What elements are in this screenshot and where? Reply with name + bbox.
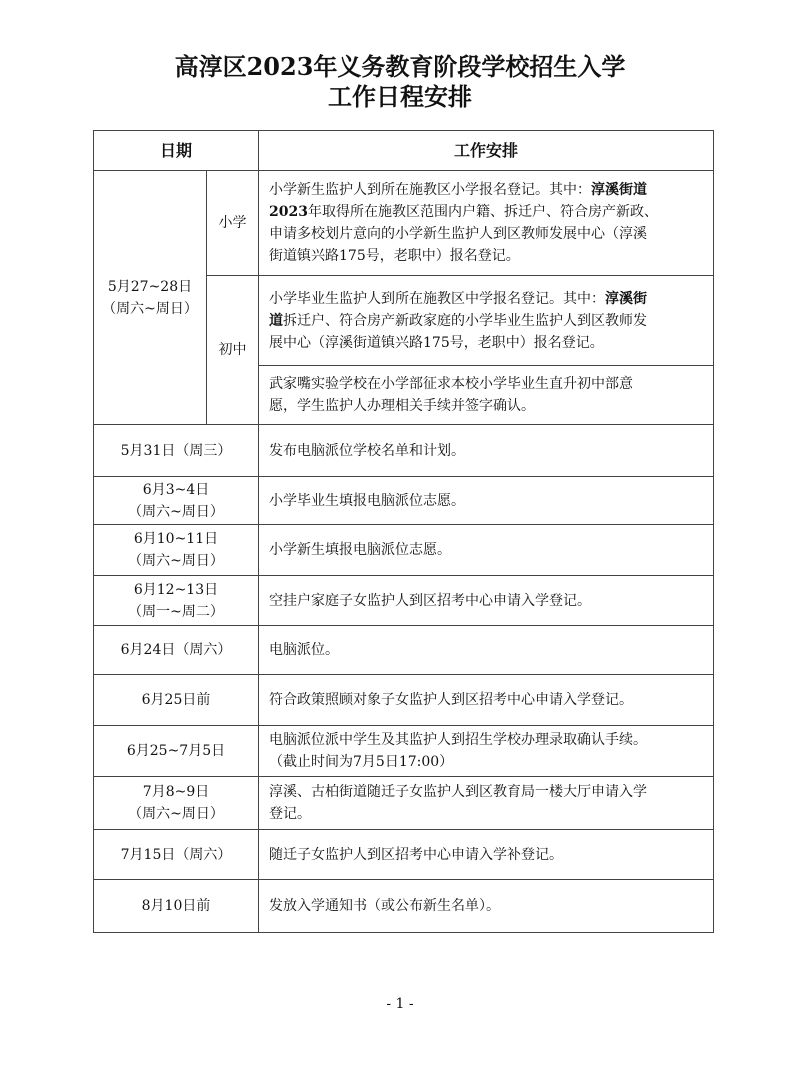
title-line-2: 工作日程安排: [328, 82, 472, 111]
work-cell: [259, 675, 714, 726]
table-row: [94, 525, 714, 576]
work-cell: [259, 777, 714, 830]
work-line: [269, 288, 703, 310]
work-cell: [259, 880, 714, 933]
work-line: 展中心（淳溪街道镇兴路175号，老职中）报名登记。: [269, 334, 604, 351]
work-line: 发布电脑派位学校名单和计划。: [269, 442, 466, 459]
date-line: 6月24日（周六）: [120, 642, 232, 658]
sub-category-primary: 小学: [207, 171, 259, 276]
work-cell: [259, 366, 714, 425]
work-line: 申请多校划片意向的小学新生监护人到区教师发展中心（淳溪: [269, 226, 648, 242]
date-line: （周一~周二）: [128, 603, 224, 620]
work-cell: [259, 576, 714, 626]
header-work: 工作安排: [259, 131, 714, 171]
date-cell: [94, 171, 207, 425]
date-line: 6月10~11日: [133, 531, 219, 547]
date-line: 8月10日前: [141, 898, 211, 914]
page-number: - 1 -: [386, 996, 414, 1012]
date-cell: [94, 525, 259, 576]
work-cell: [259, 626, 714, 675]
date-line: 6月12~13日: [133, 581, 219, 598]
work-cell: [259, 830, 714, 880]
work-line: 发放入学通知书（或公布新生名单）。: [269, 898, 501, 914]
date-cell: [94, 830, 259, 880]
date-cell: [94, 675, 259, 726]
work-line: 随迁子女监护人到区招考中心申请入学补登记。: [269, 846, 564, 863]
work-line: 愿，学生监护人办理相关手续并签字确认。: [269, 398, 536, 414]
work-cell: [259, 525, 714, 576]
date-cell: [94, 576, 259, 626]
work-line: [269, 310, 703, 332]
work-line: （截止时间为7月5日17:00）: [269, 754, 454, 770]
work-cell: [259, 276, 714, 366]
work-line: 小学毕业生填报电脑派位志愿。: [269, 492, 466, 509]
date-cell: [94, 626, 259, 675]
table-row: [94, 425, 714, 477]
date-cell: [94, 726, 259, 777]
table-header-row: [94, 131, 714, 171]
date-line: 6月3~4日: [142, 481, 210, 498]
table-row: [94, 626, 714, 675]
work-line: [269, 201, 703, 223]
table-row: [94, 576, 714, 626]
date-line: 7月8~9日: [142, 784, 210, 800]
work-line: 淳溪、古柏街道随迁子女监护人到区教育局一楼大厅申请入学: [269, 784, 648, 800]
work-line: 登记。: [269, 806, 312, 822]
work-line: 电脑派位派中学生及其监护人到招生学校办理录取确认手续。: [269, 732, 648, 748]
date-line: 6月25日前: [141, 692, 211, 708]
date-line: 5月31日（周三）: [120, 442, 232, 459]
work-bold-text: 2023: [269, 204, 308, 220]
work-line: 符合政策照顾对象子女监护人到区招考中心申请入学登记。: [269, 692, 634, 708]
date-line: 7月15日（周六）: [120, 846, 232, 863]
date-line: （周六~周日）: [102, 300, 198, 317]
work-cell: [259, 726, 714, 777]
table-row: [94, 171, 714, 276]
work-text: 拆迁户、符合房产新政家庭的小学毕业生监护人到区教师发: [283, 312, 648, 329]
work-text: 小学新生监护人到所在施教区小学报名登记。其中：: [269, 182, 592, 198]
work-line: [269, 179, 703, 201]
date-cell: [94, 777, 259, 830]
work-cell: [259, 171, 714, 276]
work-text: 小学毕业生监护人到所在施教区中学报名登记。其中：: [269, 290, 606, 307]
work-line: 武家嘴实验学校在小学部征求本校小学毕业生直升初中部意: [269, 376, 634, 392]
sub-category-middle: 初中: [207, 276, 259, 425]
date-line: 5月27~28日: [107, 278, 193, 295]
date-line: （周六~周日）: [128, 553, 224, 569]
title-line-1: 高淳区2023年义务教育阶段学校招生入学: [174, 52, 626, 81]
work-line: 电脑派位。: [269, 642, 340, 658]
schedule-rows: [94, 425, 714, 933]
work-cell: [259, 425, 714, 477]
date-line: （周六~周日）: [128, 503, 224, 520]
table-row: [94, 675, 714, 726]
date-cell: [94, 477, 259, 525]
work-line: 小学新生填报电脑派位志愿。: [269, 542, 452, 558]
date-cell: [94, 880, 259, 933]
table-row: [94, 726, 714, 777]
table-row: [94, 880, 714, 933]
schedule-table: [93, 130, 714, 933]
table-row: [94, 777, 714, 830]
header-date: 日期: [94, 131, 259, 171]
document-title: [0, 52, 800, 112]
work-cell: [259, 477, 714, 525]
date-line: 6月25~7月5日: [126, 743, 226, 759]
work-line: 街道镇兴路175号，老职中）报名登记。: [269, 248, 520, 264]
table-row: [94, 830, 714, 880]
work-line: 空挂户家庭子女监护人到区招考中心申请入学登记。: [269, 592, 592, 609]
table-row: [94, 477, 714, 525]
work-bold-text: 淳溪街: [605, 290, 648, 307]
work-text: 年取得所在施教区范围内户籍、拆迁户、符合房产新政、: [307, 204, 658, 220]
date-cell: [94, 425, 259, 477]
work-bold-text: 道: [269, 312, 284, 329]
work-bold-text: 淳溪街道: [591, 182, 648, 198]
date-line: （周六~周日）: [128, 806, 224, 822]
